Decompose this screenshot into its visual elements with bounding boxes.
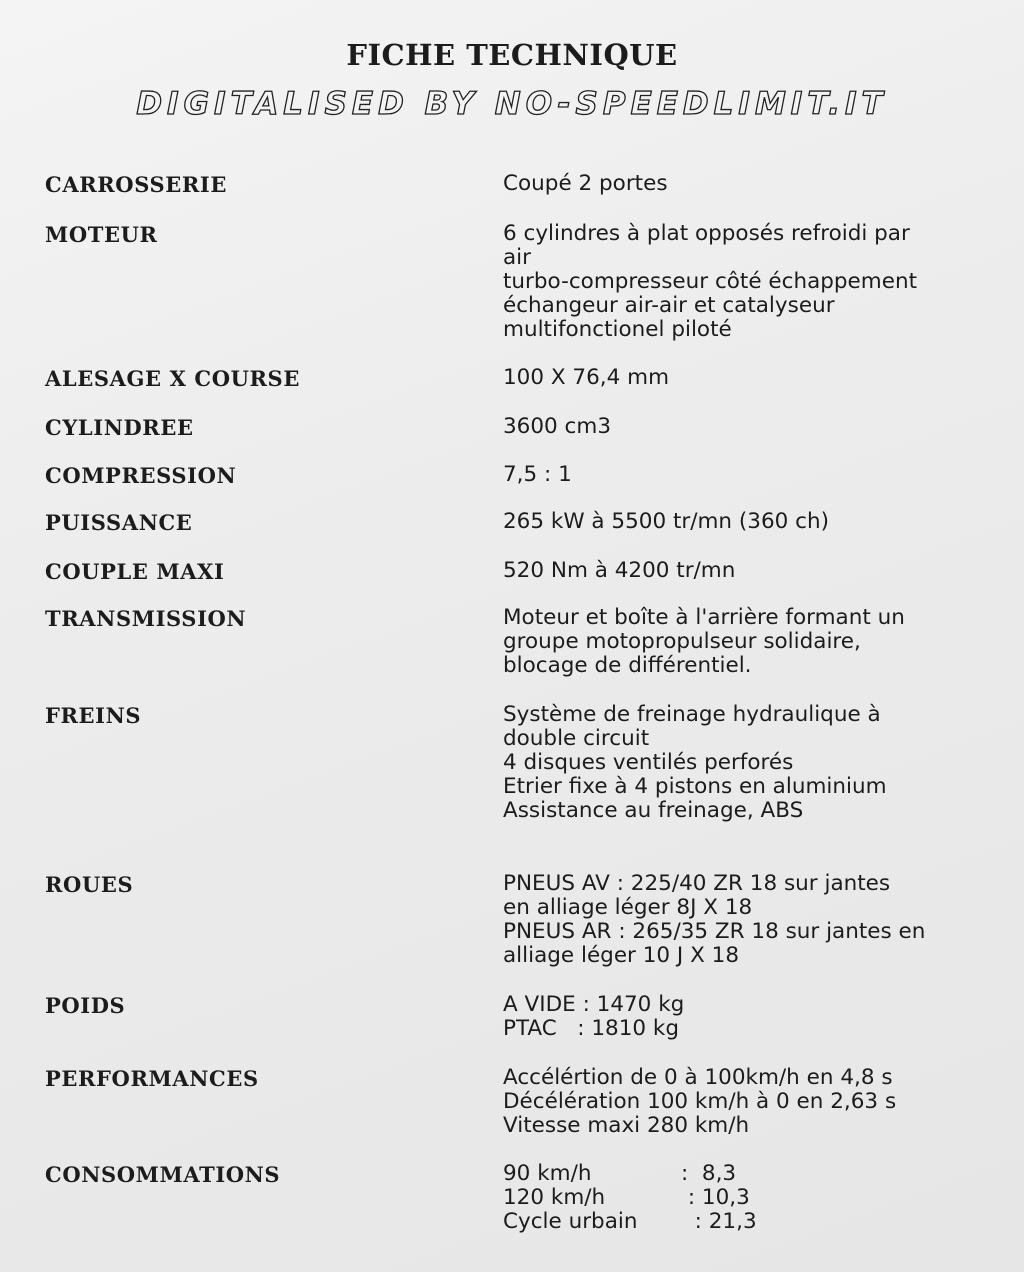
watermark-text: DIGITALISED BY NO-SPEEDLIMIT.IT — [136, 86, 888, 122]
spec-value-line: multifonctionel piloté — [503, 317, 732, 342]
spec-label: CARROSSERIE — [45, 172, 227, 197]
spec-value — [503, 1066, 993, 1138]
spec-value-line: air — [503, 245, 531, 270]
spec-value-line: 6 cylindres à plat opposés refroidi par — [503, 221, 910, 246]
spec-value — [503, 1162, 993, 1234]
spec-value — [503, 366, 993, 390]
consumption-row — [503, 1210, 993, 1234]
spec-value-line: Assistance au freinage, ABS — [503, 798, 804, 823]
spec-value — [503, 415, 993, 439]
spec-label: FREINS — [45, 703, 142, 728]
spec-value — [503, 172, 993, 196]
spec-label: MOTEUR — [45, 222, 158, 247]
spec-value — [503, 872, 993, 968]
spec-value — [503, 510, 993, 534]
spec-value-line: en alliage léger 8J X 18 — [503, 895, 753, 920]
consumption-value: : 8,3 — [681, 1161, 737, 1186]
spec-label: PERFORMANCES — [45, 1066, 259, 1091]
spec-value-line: 265 kW à 5500 tr/mn (360 ch) — [503, 509, 829, 534]
spec-value-line: Coupé 2 portes — [503, 171, 668, 196]
spec-value-line: 100 X 76,4 mm — [503, 365, 670, 390]
spec-label: CONSOMMATIONS — [45, 1162, 281, 1187]
spec-value-line: double circuit — [503, 726, 650, 751]
consumption-value: : 10,3 — [681, 1185, 750, 1210]
spec-value-line: PNEUS AR : 265/35 ZR 18 sur jantes en — [503, 919, 926, 944]
page-title: FICHE TECHNIQUE — [346, 38, 678, 72]
spec-value — [503, 993, 993, 1041]
spec-value-line: Accélértion de 0 à 100km/h en 4,8 s — [503, 1065, 893, 1090]
spec-value — [503, 606, 993, 678]
spec-label: CYLINDREE — [45, 415, 194, 440]
spec-value-line: échangeur air-air et catalyseur — [503, 293, 835, 318]
spec-label: ALESAGE X COURSE — [45, 366, 300, 391]
spec-label: COUPLE MAXI — [45, 559, 225, 584]
spec-value-line: 3600 cm3 — [503, 414, 611, 439]
spec-value — [503, 222, 993, 342]
spec-value-line: blocage de différentiel. — [503, 653, 752, 678]
consumption-condition: Cycle urbain — [503, 1209, 638, 1234]
spec-value-line: 4 disques ventilés perforés — [503, 750, 794, 775]
spec-value-line: A VIDE : 1470 kg — [503, 992, 685, 1017]
spec-value-line: Etrier fixe à 4 pistons en aluminium — [503, 774, 887, 799]
consumption-row — [503, 1162, 993, 1186]
spec-value-line: Moteur et boîte à l'arrière formant un — [503, 605, 905, 630]
spec-value-line: Système de freinage hydraulique à — [503, 702, 881, 727]
consumption-row — [503, 1186, 993, 1210]
consumption-value: : 21,3 — [681, 1209, 757, 1234]
spec-value-line: Décélération 100 km/h à 0 en 2,63 s — [503, 1089, 897, 1114]
spec-value-line: alliage léger 10 J X 18 — [503, 943, 740, 968]
spec-label: ROUES — [45, 872, 134, 897]
spec-value-line: PNEUS AV : 225/40 ZR 18 sur jantes — [503, 871, 891, 896]
spec-value-line: PTAC : 1810 kg — [503, 1016, 679, 1041]
spec-value-line: 7,5 : 1 — [503, 462, 572, 487]
spec-value — [503, 559, 993, 583]
spec-label: COMPRESSION — [45, 463, 237, 488]
consumption-condition: 90 km/h — [503, 1161, 592, 1186]
consumption-condition: 120 km/h — [503, 1185, 606, 1210]
spec-label: TRANSMISSION — [45, 606, 247, 631]
spec-label: PUISSANCE — [45, 510, 193, 535]
spec-value-line: turbo-compresseur côté échappement — [503, 269, 918, 294]
spec-label: POIDS — [45, 993, 126, 1018]
spec-value-line: 520 Nm à 4200 tr/mn — [503, 558, 736, 583]
spec-value-line: Vitesse maxi 280 km/h — [503, 1113, 750, 1138]
spec-value — [503, 703, 993, 823]
spec-value — [503, 463, 993, 487]
spec-value-line: groupe motopropulseur solidaire, — [503, 629, 861, 654]
